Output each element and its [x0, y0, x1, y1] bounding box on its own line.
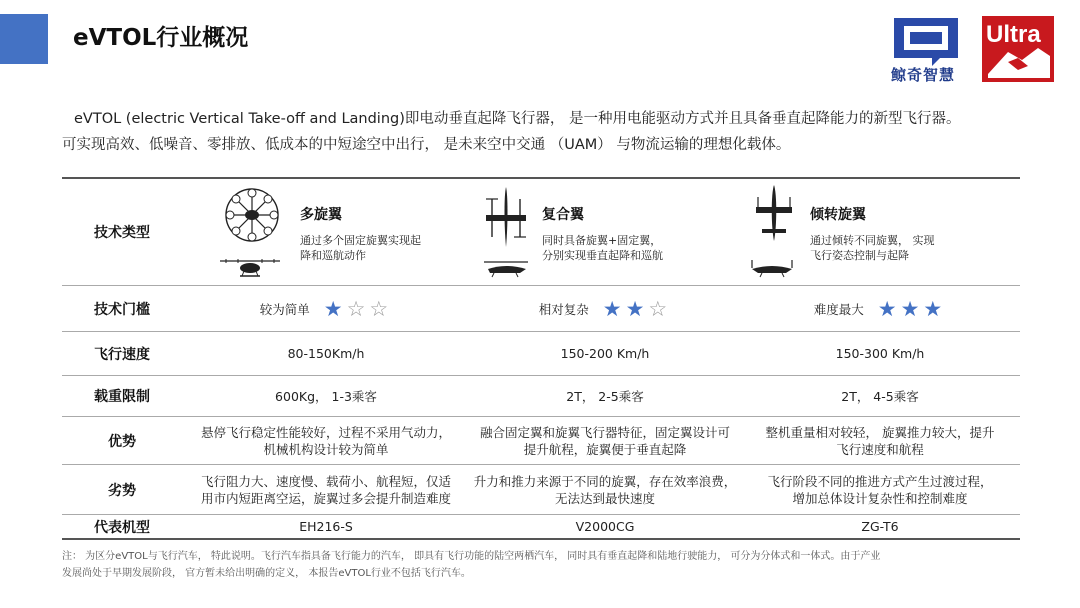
advantages-compound-line-2: 提升航程，旋翼便于垂直起降 [523, 441, 687, 457]
model-tiltrotor: ZG-T6 [861, 519, 899, 534]
row-label-threshold: 技术门槛 [94, 301, 150, 318]
advantages-multirotor [182, 424, 470, 458]
intro-paragraph [62, 106, 1032, 158]
advantages-tiltrotor-line-2: 飞行速度和航程 [836, 441, 924, 457]
advantages-multirotor-line-1: 悬停飞行稳定性能较好，过程不采用气动力， [200, 424, 451, 440]
advantages-multirotor-line-2: 机械机构设计较为简单 [263, 441, 389, 457]
disadvantages-multirotor-line-1: 飞行阻力大、速度慢、载荷小、航程短，仅适 [200, 473, 451, 489]
difficulty-tiltrotor: 难度最大 [813, 301, 864, 317]
disadvantages-compound-line-2: 无法达到最快速度 [554, 490, 655, 506]
disadvantages-compound [470, 473, 740, 507]
row-label-models: 代表机型 [94, 519, 150, 536]
row-label-advantages: 优势 [108, 433, 136, 450]
advantages-tiltrotor-line-1: 整机重量相对较轻， 旋翼推力较大，提升 [765, 424, 995, 440]
type-desc-compound-1: 同时具备旋翼+固定翼， [542, 233, 662, 247]
row-label-disadvantages: 劣势 [108, 482, 136, 499]
type-cell-multirotor [182, 179, 470, 286]
row-label-speed: 飞行速度 [94, 346, 150, 363]
disadvantages-multirotor [182, 473, 470, 507]
star-icon: ★ [877, 296, 901, 321]
jingqi-logo-text: 鲸奇智慧 [891, 66, 956, 84]
type-cell-compound [470, 179, 740, 286]
star-icon: ★ [323, 296, 347, 321]
type-desc-multirotor-2: 降和巡航动作 [300, 248, 366, 262]
star-icon: ★ [602, 296, 626, 321]
threshold-cell-tiltrotor [740, 296, 1020, 321]
title-accent-bar [0, 14, 48, 64]
star-icon: ☆ [369, 296, 393, 321]
speed-multirotor: 80-150Km/h [287, 346, 365, 361]
star-rating-compound [602, 296, 672, 321]
type-name-multirotor: 多旋翼 [300, 206, 342, 223]
footnote-line-1: 注： 为区分eVTOL与飞行汽车， 特此说明。飞行汽车指具备飞行能力的汽车， 即具有飞行功能的陆空两栖汽车， 同时具有垂直起降和陆地行驶能力， 可分为分体式和一体式。由于产业 [62, 551, 881, 562]
disadvantages-compound-line-1: 升力和推力来源于不同的旋翼，存在效率浪费， [473, 473, 737, 489]
type-desc-tiltrotor-2: 飞行姿态控制与起降 [810, 248, 909, 262]
intro-line-2: 可实现高效、低噪音、零排放、低成本的中短途空中出行， 是未来空中交通 （UAM） 与物流运输的理想化载体。 [62, 137, 791, 153]
ultra-logo-text: Ultra [986, 21, 1041, 48]
table-row-models [62, 515, 1020, 540]
threshold-cell-compound [470, 296, 740, 321]
disadvantages-tiltrotor-line-1: 飞行阶段不同的推进方式产生过渡过程， [767, 473, 993, 489]
page-title: eVTOL行业概况 [73, 25, 249, 51]
compound-side-view-icon [480, 257, 532, 279]
star-rating-tiltrotor [877, 296, 947, 321]
row-label-type: 技术类型 [94, 225, 150, 241]
model-multirotor: EH216-S [299, 519, 353, 534]
advantages-tiltrotor [740, 424, 1020, 458]
model-compound: V2000CG [575, 519, 635, 534]
payload-multirotor: 600Kg， 1-3乘客 [275, 388, 377, 404]
star-icon: ★ [900, 296, 924, 321]
payload-compound: 2T， 2-5乘客 [566, 388, 644, 404]
type-name-compound: 复合翼 [542, 206, 584, 223]
disadvantages-multirotor-line-2: 用市内短距离空运，旋翼过多会提升制造难度 [200, 490, 451, 506]
tiltrotor-icon [754, 183, 794, 243]
speed-tiltrotor: 150-300 Km/h [835, 346, 925, 361]
star-rating-multirotor [323, 296, 393, 321]
evtol-comparison-table [62, 177, 1020, 540]
footnote [62, 548, 1022, 582]
star-icon: ☆ [648, 296, 672, 321]
table-row-threshold [62, 286, 1020, 332]
advantages-compound-line-1: 融合固定翼和旋翼飞行器特征，固定翼设计可 [479, 424, 730, 440]
intro-line-1: eVTOL (electric Vertical Take-off and Landing)即电动垂直起降飞行器， 是一种用电能驱动方式并且具备垂直起降能力的新型飞行器。 [74, 111, 961, 127]
disadvantages-tiltrotor [740, 473, 1020, 507]
star-icon: ★ [923, 296, 947, 321]
multirotor-side-view-icon [218, 257, 282, 279]
table-row-disadvantages [62, 465, 1020, 515]
payload-tiltrotor: 2T， 4-5乘客 [841, 388, 919, 404]
table-row-advantages [62, 417, 1020, 465]
row-label-payload: 载重限制 [94, 389, 150, 405]
compound-wing-icon [482, 185, 530, 249]
speed-compound: 150-200 Km/h [560, 346, 650, 361]
threshold-cell-multirotor [182, 296, 470, 321]
type-cell-tiltrotor [740, 179, 1020, 286]
multirotor-drone-icon [222, 185, 282, 245]
footnote-line-2: 发展尚处于早期发展阶段， 官方暂未给出明确的定义， 本报告eVTOL行业不包括飞行汽车。 [62, 568, 471, 579]
difficulty-compound: 相对复杂 [538, 301, 589, 317]
type-desc-compound-2: 分别实现垂直起降和巡航 [542, 248, 663, 262]
table-row-speed [62, 332, 1020, 376]
table-row-type [62, 179, 1020, 286]
difficulty-multirotor: 较为简单 [259, 301, 310, 317]
star-icon: ☆ [346, 296, 370, 321]
table-row-payload [62, 376, 1020, 417]
disadvantages-tiltrotor-line-2: 增加总体设计复杂性和控制难度 [792, 490, 968, 506]
type-name-tiltrotor: 倾转旋翼 [810, 206, 866, 223]
advantages-compound [470, 424, 740, 458]
type-desc-tiltrotor-1: 通过倾转不同旋翼， 实现 [810, 233, 935, 247]
star-icon: ★ [625, 296, 649, 321]
tiltrotor-side-view-icon [746, 257, 798, 279]
ultra-logo-icon [978, 12, 1058, 86]
type-desc-multirotor-1: 通过多个固定旋翼实现起 [300, 233, 421, 247]
